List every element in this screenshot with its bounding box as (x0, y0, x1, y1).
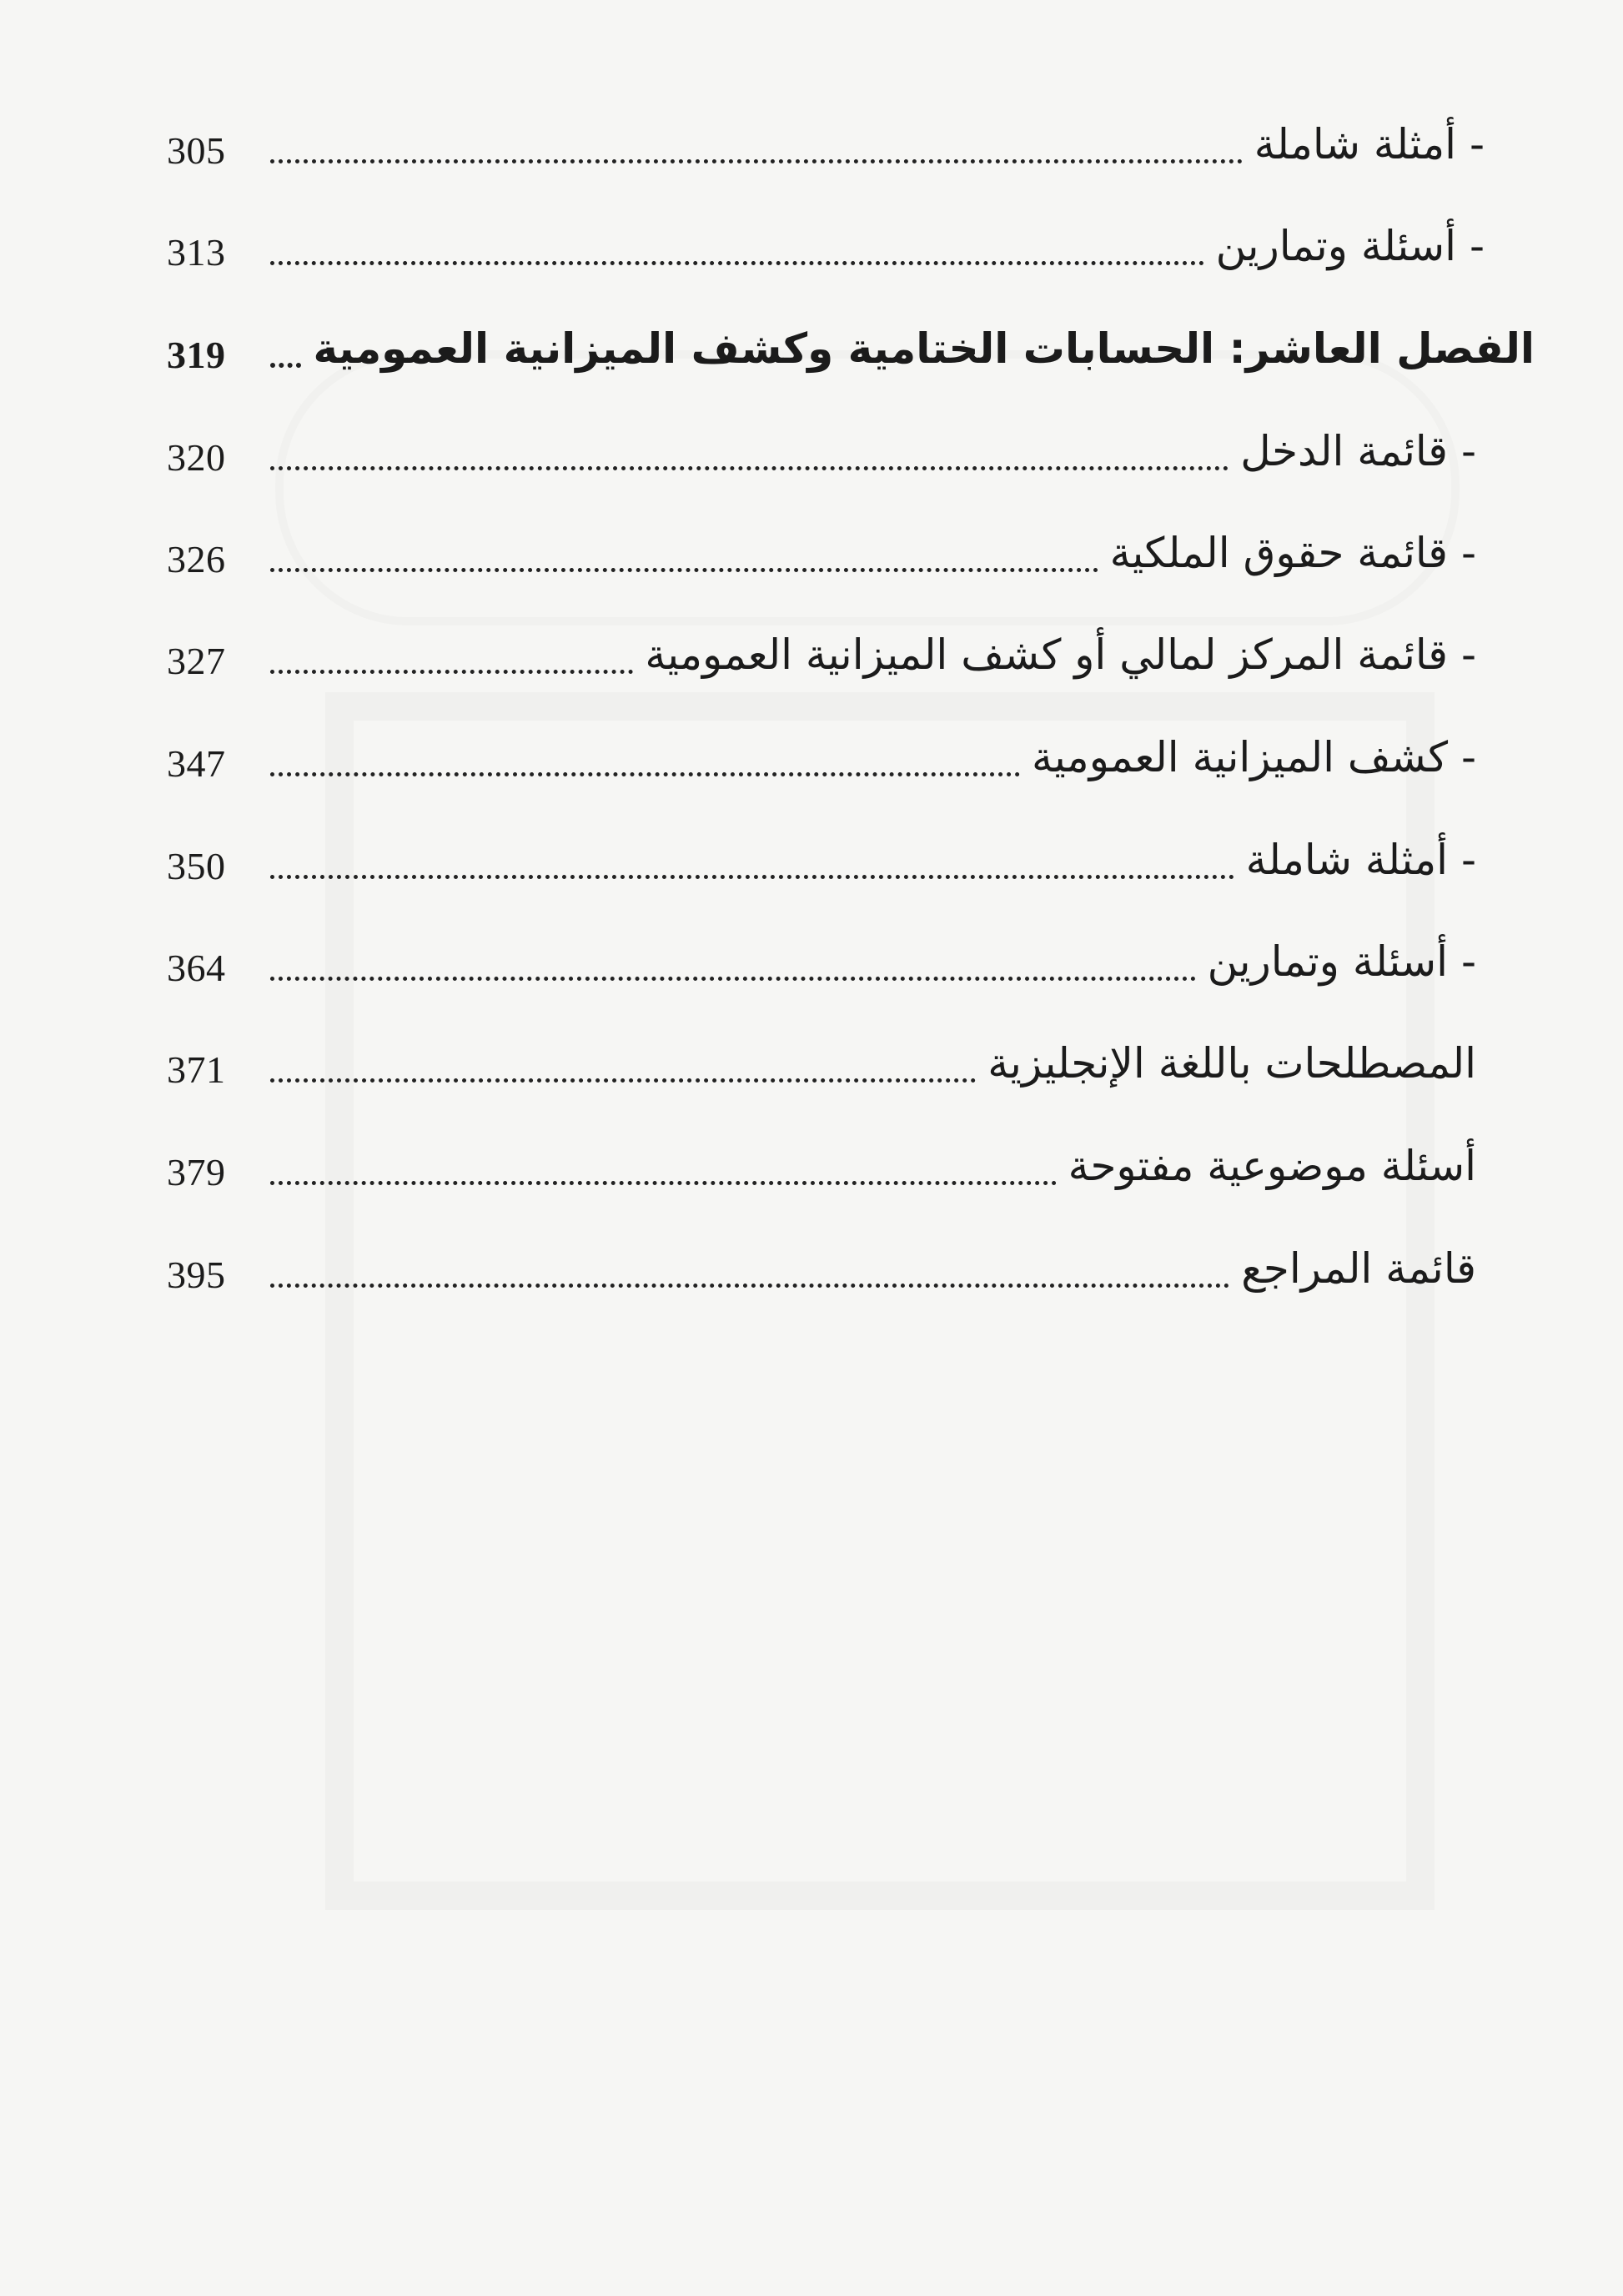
toc-page-number: 395 (167, 1254, 226, 1296)
toc-entry-title: - أسئلة وتمارين (1215, 222, 1485, 270)
toc-entry (167, 1011, 1476, 1094)
toc-entry (167, 92, 1485, 175)
toc-entry (167, 909, 1476, 992)
dot-leader (270, 772, 1020, 776)
toc-chapter-title: الفصل العاشر: الحسابات الختامية وكشف الميزانية العمومية (313, 324, 1535, 373)
toc-page-number: 305 (167, 129, 226, 172)
toc-page-number: 326 (167, 538, 226, 580)
toc-entry (167, 807, 1476, 891)
toc-entry-title: - قائمة حقوق الملكية (1109, 529, 1476, 577)
dot-leader (270, 1284, 1229, 1288)
toc-page-number: 347 (167, 742, 226, 785)
toc-entry-title: - أمثلة شاملة (1254, 120, 1485, 168)
toc-page-number: 319 (167, 334, 226, 376)
toc-entry (167, 705, 1476, 788)
toc-page-number: 313 (167, 231, 226, 274)
toc-entry (167, 602, 1476, 686)
toc-entry (167, 1113, 1476, 1197)
toc-chapter-entry (167, 296, 1535, 379)
toc-entry (167, 399, 1476, 482)
toc-entry-title: - أسئلة وتمارين (1207, 937, 1476, 986)
toc-page-number: 379 (167, 1151, 226, 1193)
toc-entry-title: - أمثلة شاملة (1245, 836, 1476, 884)
toc-page-number: 327 (167, 640, 226, 682)
toc-entry-title: قائمة المراجع (1241, 1244, 1476, 1293)
toc-page-number: 350 (167, 845, 226, 887)
dot-leader (270, 1078, 976, 1083)
toc-page-number: 364 (167, 947, 226, 989)
dot-leader (270, 1181, 1057, 1185)
dot-leader (270, 466, 1229, 470)
toc-entry-title: - قائمة الدخل (1240, 427, 1476, 475)
dot-leader (270, 568, 1098, 572)
toc-page-number: 371 (167, 1048, 226, 1091)
dot-leader (270, 875, 1234, 879)
dot-leader (270, 977, 1196, 981)
dot-leader (270, 670, 633, 674)
toc-entry-title: المصطلحات باللغة الإنجليزية (987, 1039, 1476, 1088)
dot-leader (270, 261, 1204, 265)
toc-page-number: 320 (167, 436, 226, 479)
toc-entry-title: - كشف الميزانية العمومية (1032, 733, 1476, 781)
toc-entry (167, 1216, 1476, 1299)
toc-entry (167, 500, 1476, 584)
dot-leader (270, 363, 301, 368)
toc-entry (167, 193, 1485, 277)
toc-entry-title: أسئلة موضوعية مفتوحة (1068, 1142, 1476, 1190)
toc-entry-title: - قائمة المركز لمالي أو كشف الميزانية العمومية (645, 631, 1476, 679)
dot-leader (270, 159, 1243, 163)
